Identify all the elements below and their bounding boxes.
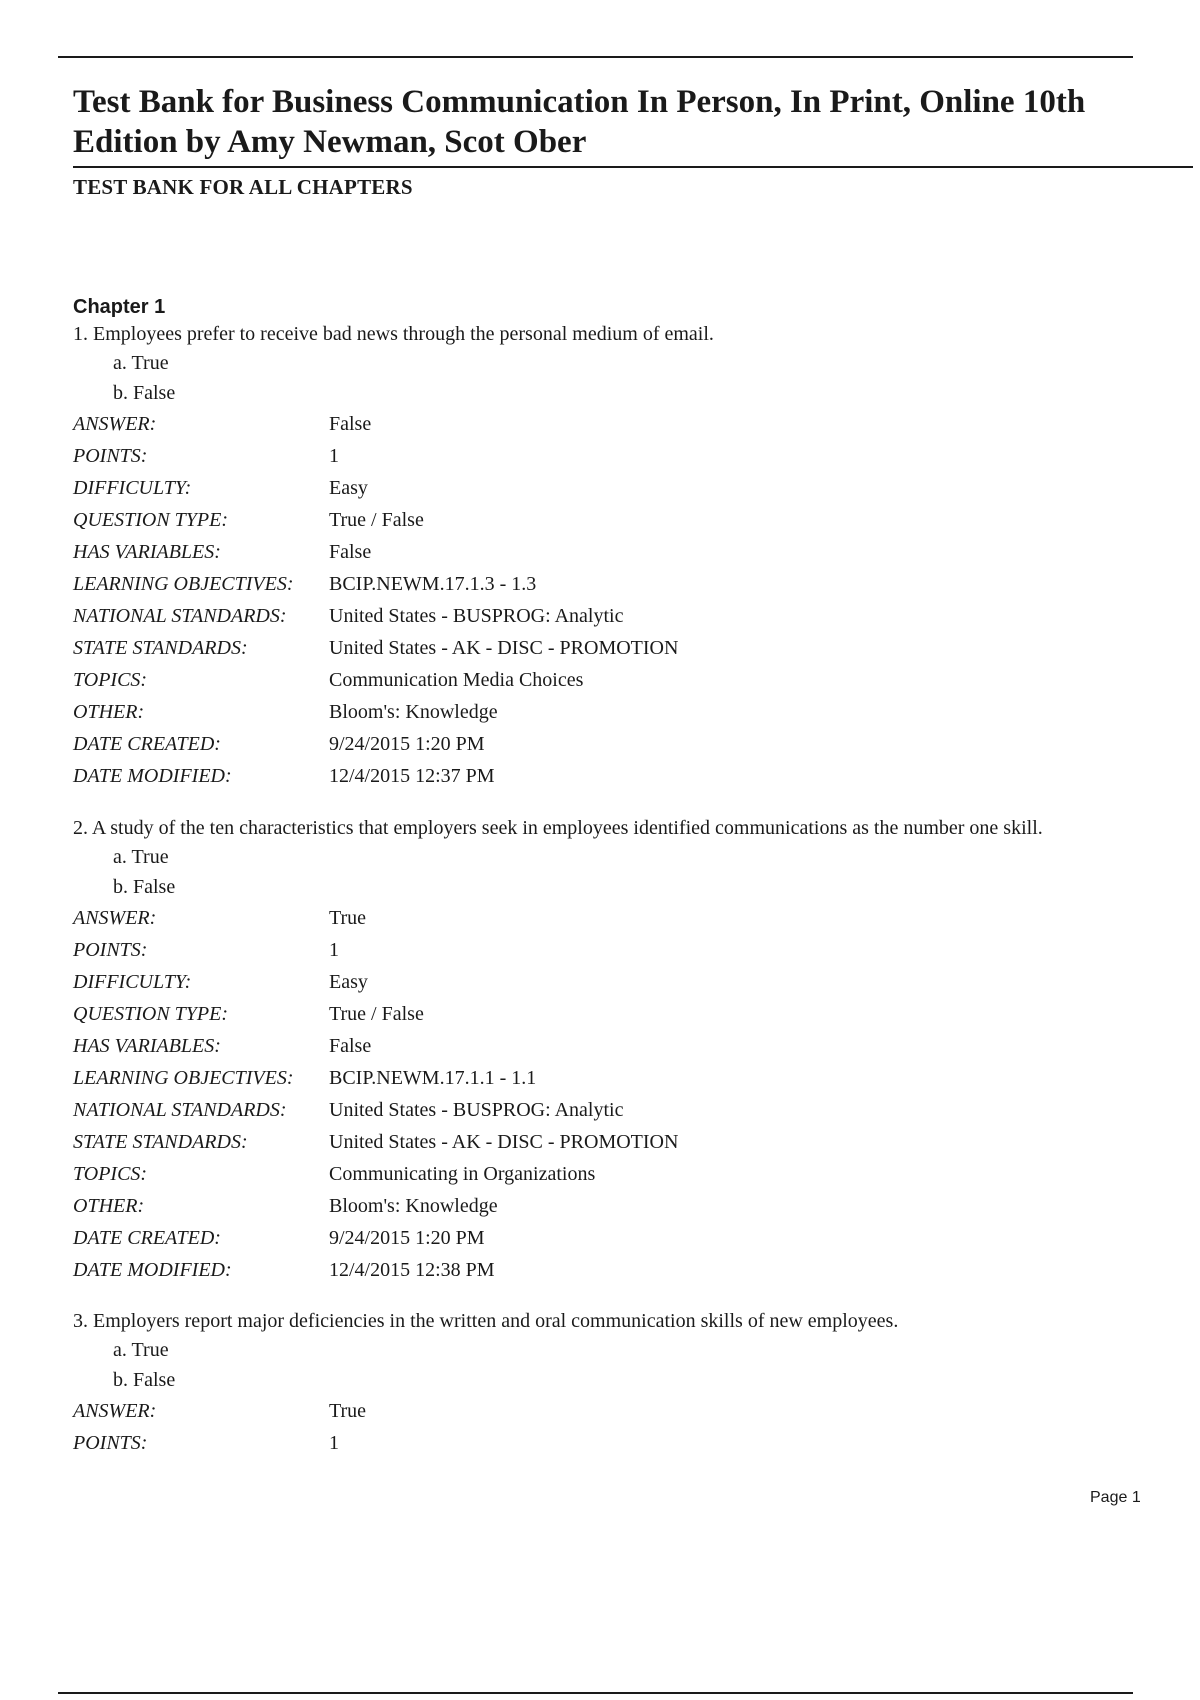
meta-value: 12/4/2015 12:37 PM — [329, 764, 495, 787]
meta-label: ANSWER: — [73, 906, 157, 929]
meta-label: TOPICS: — [73, 1162, 148, 1185]
meta-row — [73, 696, 1173, 728]
meta-value: BCIP.NEWM.17.1.1 - 1.1 — [329, 1066, 537, 1089]
meta-label: ANSWER: — [73, 1399, 157, 1422]
question-metadata — [73, 408, 1173, 792]
title-underline — [73, 166, 1193, 168]
meta-row — [73, 728, 1173, 760]
meta-row — [73, 1395, 1173, 1427]
meta-row — [73, 760, 1173, 792]
meta-value: United States - BUSPROG: Analytic — [329, 604, 624, 627]
meta-row — [73, 504, 1173, 536]
meta-label: HAS VARIABLES: — [73, 1034, 221, 1057]
meta-row — [73, 1254, 1173, 1286]
meta-label: TOPICS: — [73, 668, 148, 691]
meta-row — [73, 1158, 1173, 1190]
meta-value: BCIP.NEWM.17.1.3 - 1.3 — [329, 572, 537, 595]
meta-label: DATE CREATED: — [73, 732, 221, 755]
meta-row — [73, 1427, 1173, 1459]
meta-row — [73, 902, 1173, 934]
meta-label: DATE MODIFIED: — [73, 764, 232, 787]
meta-value: 12/4/2015 12:38 PM — [329, 1258, 495, 1281]
meta-value: False — [329, 540, 372, 563]
meta-label: POINTS: — [73, 938, 148, 961]
question-3 — [73, 1307, 1173, 1459]
meta-value: 9/24/2015 1:20 PM — [329, 732, 485, 755]
meta-value: True — [329, 1399, 367, 1422]
document-title: Test Bank for Business Communication In Person, In Print, Online 10th Edition by Amy Newman, Scot Ober — [73, 84, 1086, 160]
meta-value: 1 — [329, 938, 339, 961]
meta-value: Bloom's: Knowledge — [329, 700, 498, 723]
meta-label: POINTS: — [73, 444, 148, 467]
meta-value: United States - AK - DISC - PROMOTION — [329, 636, 679, 659]
meta-label: DIFFICULTY: — [73, 476, 192, 499]
meta-row — [73, 536, 1173, 568]
bottom-rule — [58, 1692, 1133, 1694]
meta-label: DATE MODIFIED: — [73, 1258, 232, 1281]
meta-row — [73, 440, 1173, 472]
meta-label: STATE STANDARDS: — [73, 1130, 248, 1153]
question-1 — [73, 320, 1173, 792]
answer-options — [73, 1335, 1173, 1395]
meta-value: Communicating in Organizations — [329, 1162, 596, 1185]
meta-row — [73, 1094, 1173, 1126]
meta-row — [73, 408, 1173, 440]
question-2 — [73, 814, 1173, 1286]
meta-label: STATE STANDARDS: — [73, 636, 248, 659]
meta-row — [73, 1030, 1173, 1062]
question-metadata — [73, 902, 1173, 1286]
question-stem: 3. Employers report major deficiencies in the written and oral communication skills of new employees. — [73, 1310, 899, 1332]
meta-label: DATE CREATED: — [73, 1226, 221, 1249]
meta-row — [73, 934, 1173, 966]
chapter-heading: Chapter 1 — [73, 296, 166, 318]
meta-label: QUESTION TYPE: — [73, 1002, 229, 1025]
meta-value: True / False — [329, 508, 424, 531]
meta-label: LEARNING OBJECTIVES: — [73, 572, 294, 595]
meta-row — [73, 472, 1173, 504]
meta-value: United States - AK - DISC - PROMOTION — [329, 1130, 679, 1153]
meta-value: Communication Media Choices — [329, 668, 584, 691]
answer-options — [73, 842, 1173, 902]
meta-value: False — [329, 412, 372, 435]
meta-value: 1 — [329, 1431, 339, 1454]
meta-value: Easy — [329, 970, 368, 993]
option-b: b. False — [113, 1369, 176, 1391]
meta-value: United States - BUSPROG: Analytic — [329, 1098, 624, 1121]
meta-label: NATIONAL STANDARDS: — [73, 1098, 287, 1121]
top-rule — [58, 56, 1133, 58]
meta-label: NATIONAL STANDARDS: — [73, 604, 287, 627]
meta-label: ANSWER: — [73, 412, 157, 435]
meta-value: True — [329, 906, 367, 929]
meta-row — [73, 1190, 1173, 1222]
meta-label: OTHER: — [73, 1194, 145, 1217]
meta-value: 1 — [329, 444, 339, 467]
question-stem: 2. A study of the ten characteristics that employers seek in employees identified communications as the number one skill. — [73, 817, 1043, 839]
meta-label: DIFFICULTY: — [73, 970, 192, 993]
meta-row — [73, 966, 1173, 998]
meta-label: HAS VARIABLES: — [73, 540, 221, 563]
meta-value: True / False — [329, 1002, 424, 1025]
option-a: a. True — [113, 846, 169, 868]
answer-options — [73, 348, 1173, 408]
meta-value: Bloom's: Knowledge — [329, 1194, 498, 1217]
option-b: b. False — [113, 876, 176, 898]
meta-row — [73, 568, 1173, 600]
meta-label: POINTS: — [73, 1431, 148, 1454]
page-number: Page 1 — [1090, 1489, 1141, 1506]
document-subtitle: TEST BANK FOR ALL CHAPTERS — [73, 175, 413, 199]
meta-row — [73, 632, 1173, 664]
meta-row — [73, 664, 1173, 696]
meta-row — [73, 1126, 1173, 1158]
meta-row — [73, 1062, 1173, 1094]
meta-value: False — [329, 1034, 372, 1057]
question-metadata — [73, 1395, 1173, 1459]
meta-row — [73, 998, 1173, 1030]
option-a: a. True — [113, 352, 169, 374]
meta-value: Easy — [329, 476, 368, 499]
meta-row — [73, 1222, 1173, 1254]
meta-label: LEARNING OBJECTIVES: — [73, 1066, 294, 1089]
question-stem: 1. Employees prefer to receive bad news through the personal medium of email. — [73, 323, 714, 345]
option-a: a. True — [113, 1339, 169, 1361]
option-b: b. False — [113, 382, 176, 404]
meta-value: 9/24/2015 1:20 PM — [329, 1226, 485, 1249]
meta-row — [73, 600, 1173, 632]
meta-label: OTHER: — [73, 700, 145, 723]
meta-label: QUESTION TYPE: — [73, 508, 229, 531]
